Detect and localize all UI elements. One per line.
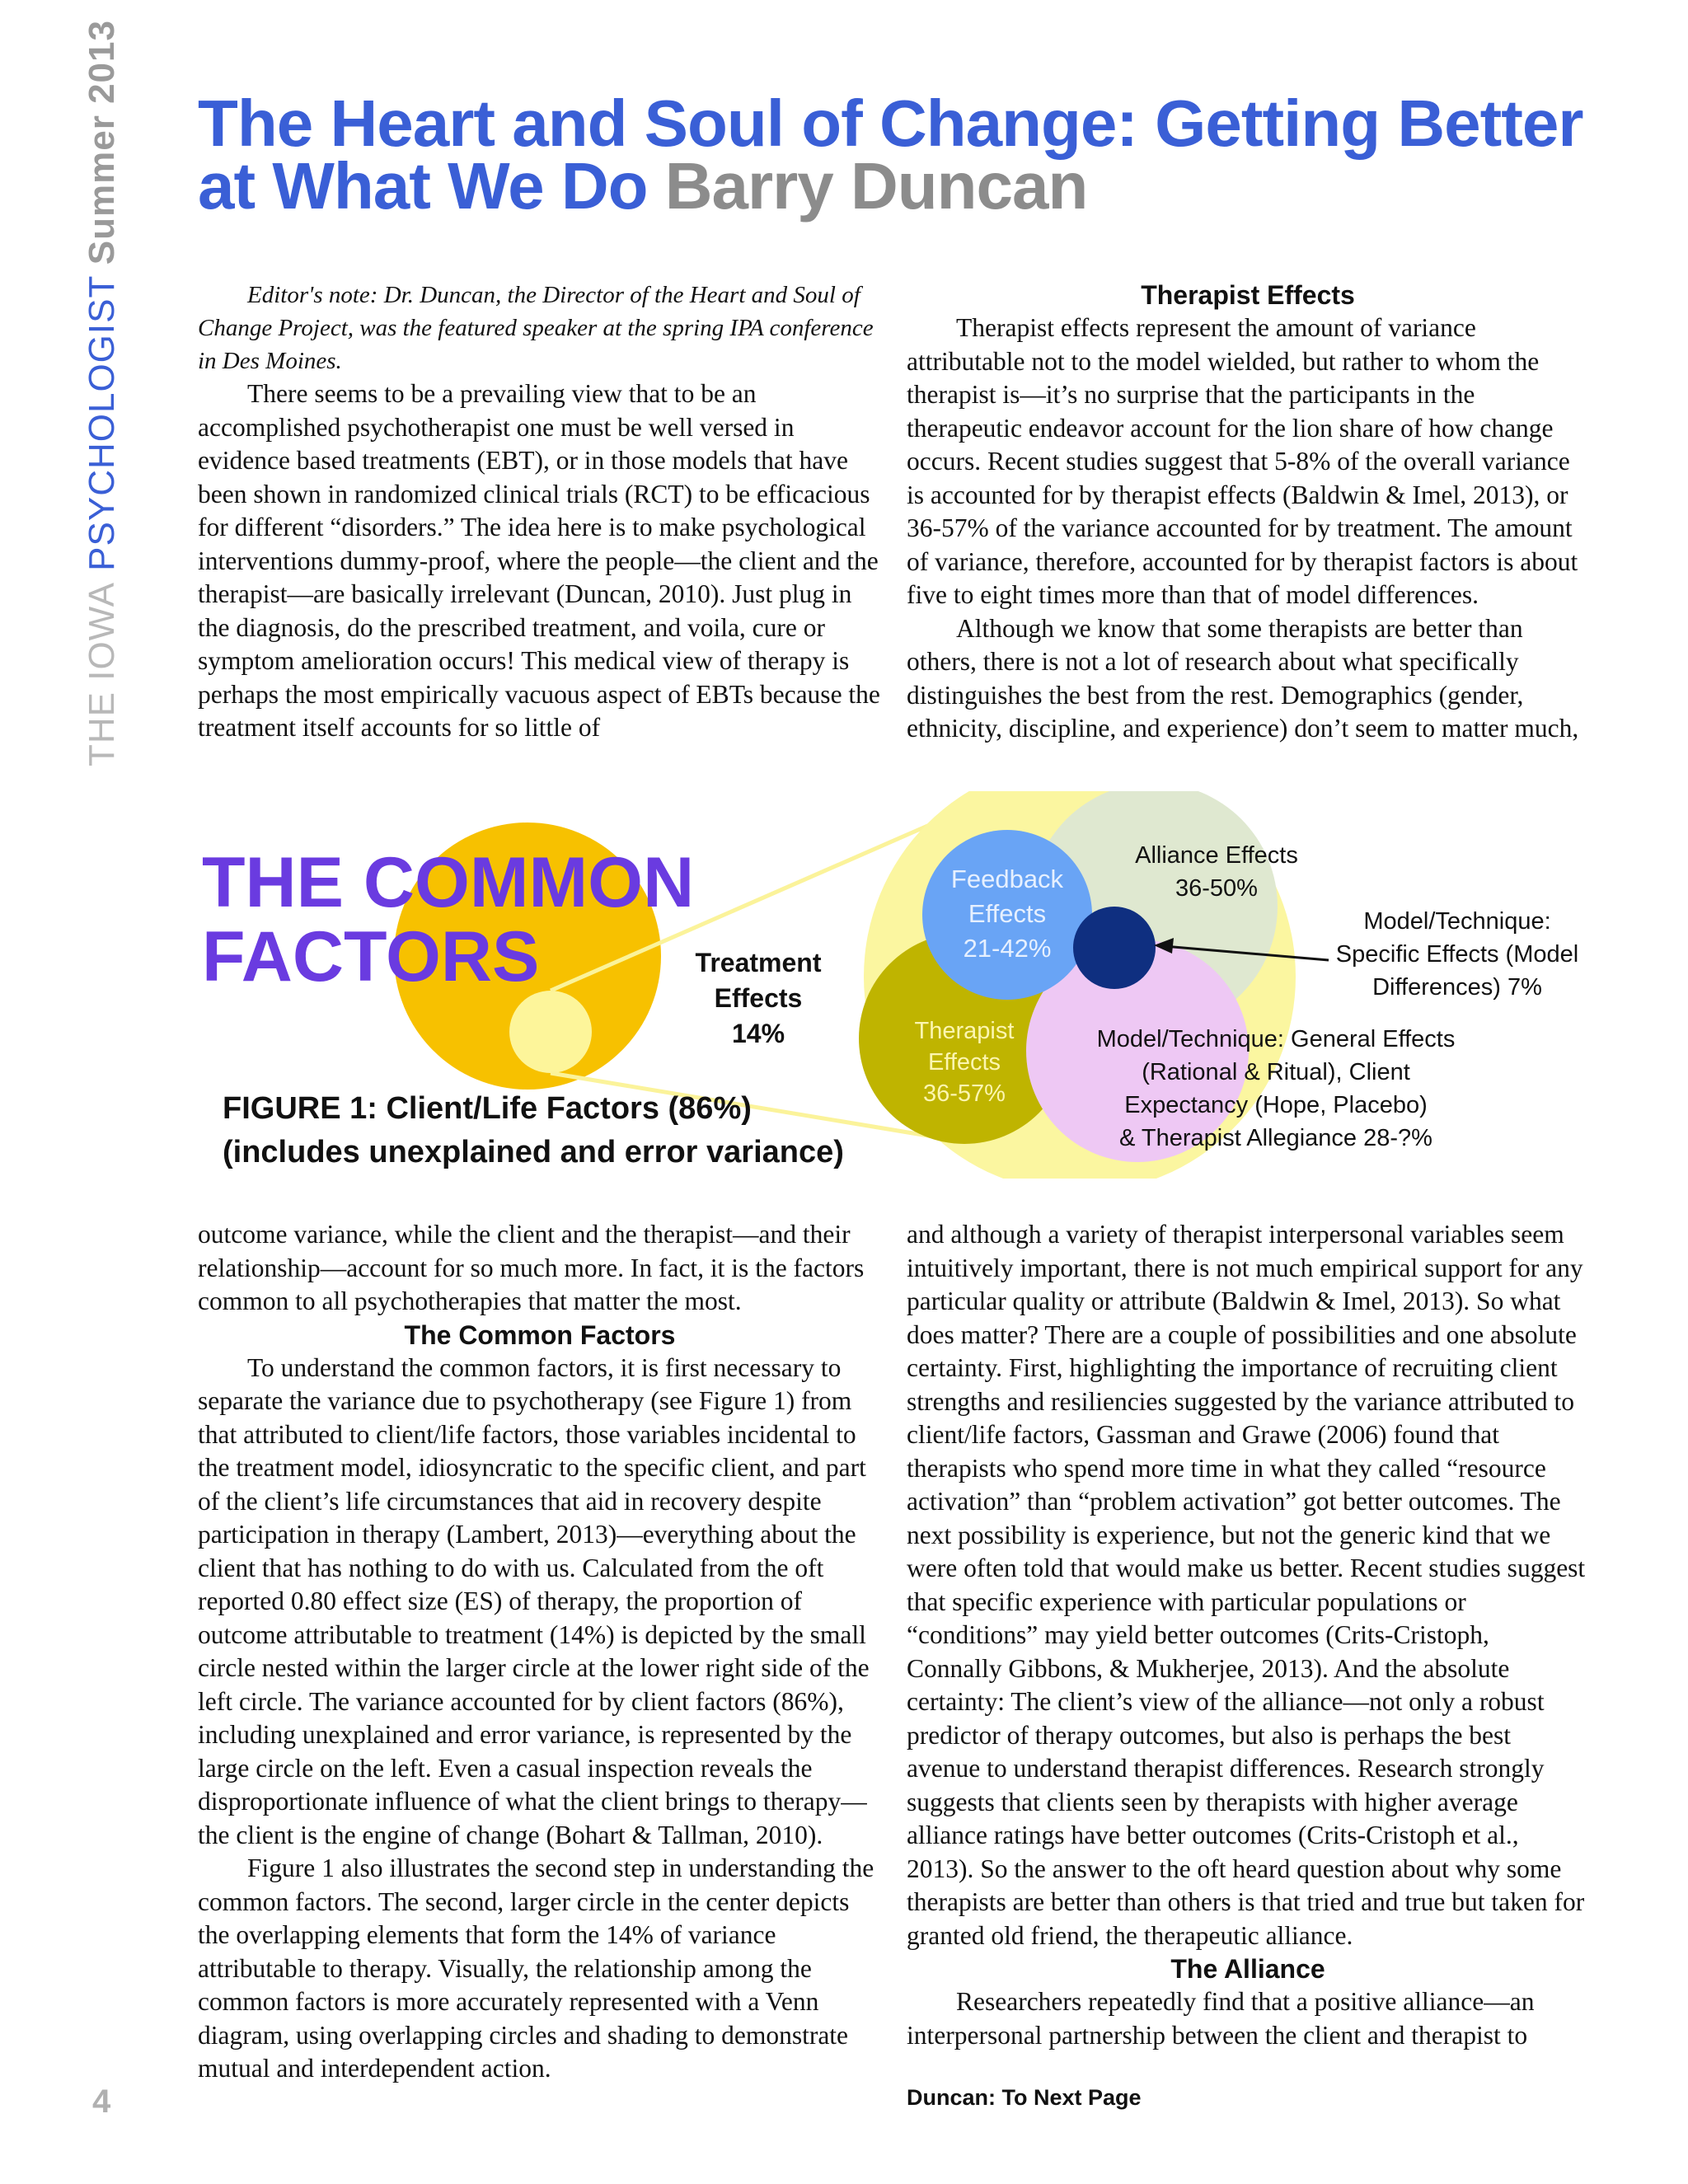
general-label-line4: & Therapist Allegiance 28-?% <box>1119 1125 1432 1151</box>
paragraph: To understand the common factors, it is first necessary to separate the variance due to psychotherapy (see Figure 1) from that attributed to client/life factors, those variables incidental to the treatment model, idiosyncratic to the specific client, and part of the client’s life circumstances that aid in recovery despite participation in therapy (Lambert, 2013)—everything about the client that has nothing to do with us. Calculated from the oft reported 0.80 effect size (ES) of therapy, the proportion of outcome attributable to treatment (14%) is depicted by the small circle nested within the larger circle at the lower right side of the left circle. The variance accounted for by client factors (86%), including unexplained and error variance, is represented by the large circle on the left. Even a casual inspection reveals the disproportionate influence of what the client brings to therapy—the client is the engine of change (Bohart & Tallman, 2010). <box>198 1352 870 1849</box>
section-heading-therapist-effects: Therapist Effects <box>1141 280 1355 310</box>
publication-name-light: THE IOWA <box>82 582 122 766</box>
feedback-label-line2: Effects <box>968 899 1047 928</box>
treatment-label-line2: Effects <box>714 983 803 1013</box>
feedback-label-line3: 21-42% <box>963 934 1052 963</box>
paragraph: There seems to be a prevailing view that to be an accomplished psychotherapist one must be well versed in evidence based treatments (EBT), or in those models that have been shown in randomized clinical trials (RCT) to be efficacious for different “disorders.” The idea here is to make psychological interventions dummy-proof, where the people—the client and the therapist—are basically irrelevant (Duncan, 2010). Just plug in the diagnosis, do the prescribed treatment, and voila, cure or symptom amelioration occurs! This medical view of therapy is perhaps the most empirically vacuous aspect of EBTs because the treatment itself accounts for so little of <box>198 379 880 742</box>
paragraph: Therapist effects represent the amount of variance attributable not to the model wielded, but rather to whom the therapist is—it’s no surprise that the participants in the therapeutic endeavor account for the lion share of how change occurs. Recent studies suggest that 5-8% of the overall variance is accounted for by therapist effects (Baldwin & Imel, 2013), or 36-57% of the variance accounted for by treatment. The amount of variance, therefore, accounted for by therapist factors is about five to eight times more than that of model differences. <box>907 313 1578 609</box>
left-column-bottom <box>198 1218 882 2086</box>
specific-label-line1: Model/Technique: <box>1363 908 1551 935</box>
alliance-label-line1: Alliance Effects <box>1135 842 1298 869</box>
treatment-effects-circle <box>509 991 592 1073</box>
alliance-label-line2: 36-50% <box>1175 875 1258 902</box>
issue-label: Summer 2013 <box>82 20 122 265</box>
continued-link[interactable]: Duncan: To Next Page <box>907 2085 1142 2110</box>
article-title: The Heart and Soul of Change: Getting Better at What We Do <box>198 87 1583 223</box>
left-column-top <box>198 279 882 745</box>
page-number: 4 <box>92 2083 111 2120</box>
right-column-bottom <box>907 1218 1589 2052</box>
section-heading-common-factors: The Common Factors <box>404 1319 676 1350</box>
figure-common-factors <box>0 791 1688 1179</box>
figure-heading-line2: FACTORS <box>202 917 540 996</box>
publication-name-blue: PSYCHOLOGIST <box>82 275 122 571</box>
therapist-label-line1: Therapist <box>914 1018 1015 1044</box>
figure-caption-line1: FIGURE 1: Client/Life Factors (86%) <box>223 1091 752 1126</box>
figure-heading-line1: THE COMMON <box>202 843 695 922</box>
common-factors-diagram <box>0 791 1688 1179</box>
section-heading-alliance: The Alliance <box>1170 1954 1325 1984</box>
specific-label-line3: Differences) 7% <box>1372 974 1542 1001</box>
specific-effects-circle <box>1073 907 1156 989</box>
feedback-label-line1: Feedback <box>950 865 1064 893</box>
paragraph: and although a variety of therapist interpersonal variables seem intuitively important, there is not much empirical support for any particular quality or attribute (Baldwin & Imel, 2013). So what does matter? There are a couple of possibilities and one absolute certainty. First, highlighting the importance of recruiting client strengths and resiliencies suggested by the variance attributed to client/life factors, Gassman and Grawe (2006) found that therapists who spend more time in what they called “resource activation” than “problem activation” got better outcomes. The next possibility is experience, but not the generic kind that we were often told that would make us better. Recent studies suggest that specific experience with particular populations or “conditions” may yield better outcomes (Crits-Cristoph, Connally Gibbons, & Mukherjee, 2013). And the absolute certainty: The client’s view of the alliance—not only a robust predictor of therapy outcomes, but also is perhaps the best avenue to understand therapist differences. Research strongly suggests that clients seen by therapists with higher average alliance ratings have better outcomes (Crits-Cristoph et al., 2013). So the answer to the oft heard question about why some therapists are better than others is that tried and true but taken for granted old friend, the therapeutic alliance. <box>907 1220 1586 1950</box>
article-author: Barry Duncan <box>664 149 1088 223</box>
general-label-line2: (Rational & Ritual), Client <box>1142 1059 1410 1085</box>
paragraph: outcome variance, while the client and the therapist—and their relationship—account for so much more. In fact, it is the factors common to all psychotherapies that matter the most. <box>198 1220 865 1315</box>
therapist-label-line3: 36-57% <box>923 1080 1006 1107</box>
paragraph: Figure 1 also illustrates the second step in understanding the common factors. The second, larger circle in the center depicts the overlapping elements that form the 14% of variance attributable to therapy. Visually, the relationship among the common factors is more accurately represented with a Venn diagram, using overlapping circles and shading to demonstrate mutual and interdependent action. <box>198 1854 874 2083</box>
paragraph: Although we know that some therapists are better than others, there is not a lot of research about what specifically distinguishes the best from the rest. Demographics (gender, ethnicity, discipline, and experience) don’t seem to matter much, <box>907 613 1579 743</box>
figure-caption-line2: (includes unexplained and error variance) <box>223 1135 844 1169</box>
right-column-top <box>907 279 1589 746</box>
treatment-label-line1: Treatment <box>695 948 822 977</box>
paragraph: Researchers repeatedly find that a positive alliance—an interpersonal partnership between the client and therapist to <box>907 1987 1535 2050</box>
publication-sidebar <box>84 20 120 766</box>
general-label-line1: Model/Technique: General Effects <box>1096 1026 1456 1052</box>
general-label-line3: Expectancy (Hope, Placebo) <box>1124 1092 1428 1118</box>
specific-label-line2: Specific Effects (Model <box>1335 941 1579 968</box>
article-title-block <box>198 87 1632 223</box>
editor-note: Editor's note: Dr. Duncan, the Director of the Heart and Soul of Change Project, was the featured speaker at the spring IPA conference in Des Moines. <box>198 282 874 374</box>
treatment-label-line3: 14% <box>731 1019 785 1048</box>
therapist-label-line2: Effects <box>927 1049 1001 1076</box>
